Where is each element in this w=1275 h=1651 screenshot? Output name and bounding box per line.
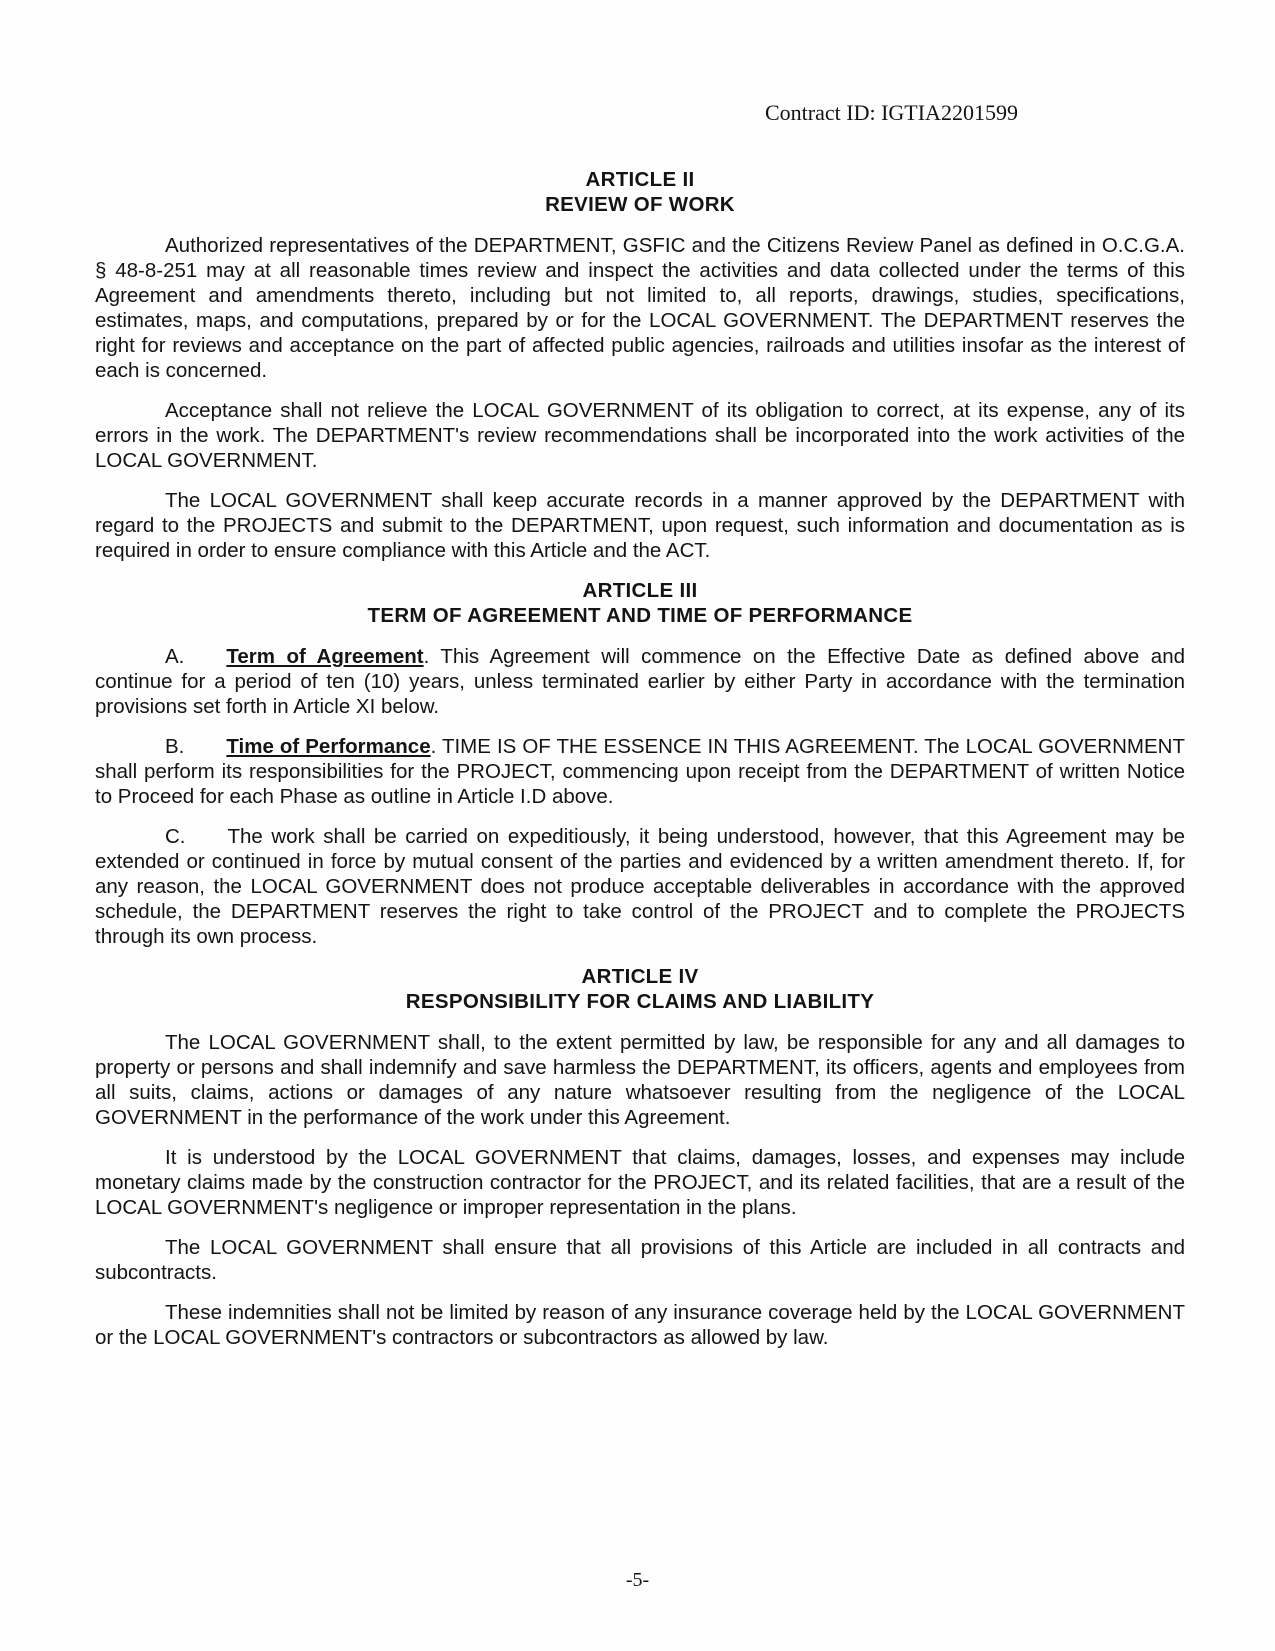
paragraph [95,398,1185,473]
paragraph-a [95,644,1185,719]
paragraph-text: The LOCAL GOVERNMENT shall ensure that all provisions of this Article are included in all contracts and subcontracts. [95,1236,1185,1284]
paragraph-text: The LOCAL GOVERNMENT shall keep accurate records in a manner approved by the DEPARTMENT with regard to the PROJECTS and submit to the DEPARTMENT, upon request, such information and documentation as is required in order to ensure compliance with this Article and the ACT. [95,489,1185,562]
paragraph-text: Authorized representatives of the DEPARTMENT, GSFIC and the Citizens Review Panel as defined in O.C.G.A. § 48-8-251 may at all reasonable times review and inspect the activities and data collected under the terms of this Agreement and amendments thereto, including but not limited to, all reports, drawings, studies, specifications, estimates, maps, and computations, prepared by or for the LOCAL GOVERNMENT. The DEPARTMENT reserves the right for reviews and acceptance on the part of affected public agencies, railroads and utilities insofar as the interest of each is concerned. [95,234,1185,382]
paragraph-text: The work shall be carried on expeditiously, it being understood, however, that this Agreement may be extended or continued in force by mutual consent of the parties and evidenced by a written amendment thereto. If, for any reason, the LOCAL GOVERNMENT does not produce acceptable deliverables in accordance with the approved schedule, the DEPARTMENT reserves the right to take control of the PROJECT and to complete the PROJECTS through its own process. [95,825,1185,948]
paragraph [95,488,1185,563]
article-iii-heading [95,578,1185,628]
paragraph-text: . This Agreement will commence on the Effective Date as defined above and continue for a period of ten (10) years, unless terminated earlier by either Party in accordance with the termination provisions set forth in Article XI below. [95,645,1186,718]
paragraph-letter: A. [165,645,185,668]
article-ii-heading [95,167,1185,217]
paragraph [95,1145,1185,1220]
paragraph [95,1030,1185,1130]
article-title: RESPONSIBILITY FOR CLAIMS AND LIABILITY [405,990,875,1013]
article-number: ARTICLE IV [581,965,699,988]
paragraph-text: Acceptance shall not relieve the LOCAL GOVERNMENT of its obligation to correct, at its expense, any of its errors in the work. The DEPARTMENT's review recommendations shall be incorporated into the work activities of the LOCAL GOVERNMENT. [95,399,1185,472]
paragraph [95,1300,1185,1350]
contract-id: Contract ID: IGTIA2201599 [765,100,1018,125]
paragraph-lead: Term of Agreement [226,645,424,668]
page-number: -5- [625,1569,650,1591]
paragraph-text: The LOCAL GOVERNMENT shall, to the extent permitted by law, be responsible for any and all damages to property or persons and shall indemnify and save harmless the DEPARTMENT, its officers, agents and employees from all suits, claims, actions or damages of any nature whatsoever resulting from the negligence of the LOCAL GOVERNMENT in the performance of the work under this Agreement. [95,1031,1185,1129]
article-number: ARTICLE III [582,579,698,602]
article-iv-heading [95,964,1185,1014]
paragraph [95,233,1185,383]
paragraph-letter: C. [165,825,186,848]
paragraph [95,1235,1185,1285]
paragraph-text: . TIME IS OF THE ESSENCE IN THIS AGREEMENT. The LOCAL GOVERNMENT shall perform its responsibilities for the PROJECT, commencing upon receipt from the DEPARTMENT of written Notice to Proceed for each Phase as outline in Article I.D above. [95,735,1185,808]
article-title: TERM OF AGREEMENT AND TIME OF PERFORMANCE [367,604,913,627]
paragraph-b [95,734,1185,809]
paragraph-letter: B. [165,735,185,758]
paragraph-c [95,824,1185,949]
paragraph-lead: Time of Performance [226,735,431,758]
article-title: REVIEW OF WORK [545,193,735,216]
article-number: ARTICLE II [585,168,695,191]
paragraph-text: These indemnities shall not be limited by reason of any insurance coverage held by the LOCAL GOVERNMENT or the LOCAL GOVERNMENT's contractors or subcontractors as allowed by law. [95,1301,1185,1349]
paragraph-text: It is understood by the LOCAL GOVERNMENT that claims, damages, losses, and expenses may include monetary claims made by the construction contractor for the PROJECT, and its related facilities, that are a result of the LOCAL GOVERNMENT's negligence or improper representation in the plans. [95,1146,1185,1219]
